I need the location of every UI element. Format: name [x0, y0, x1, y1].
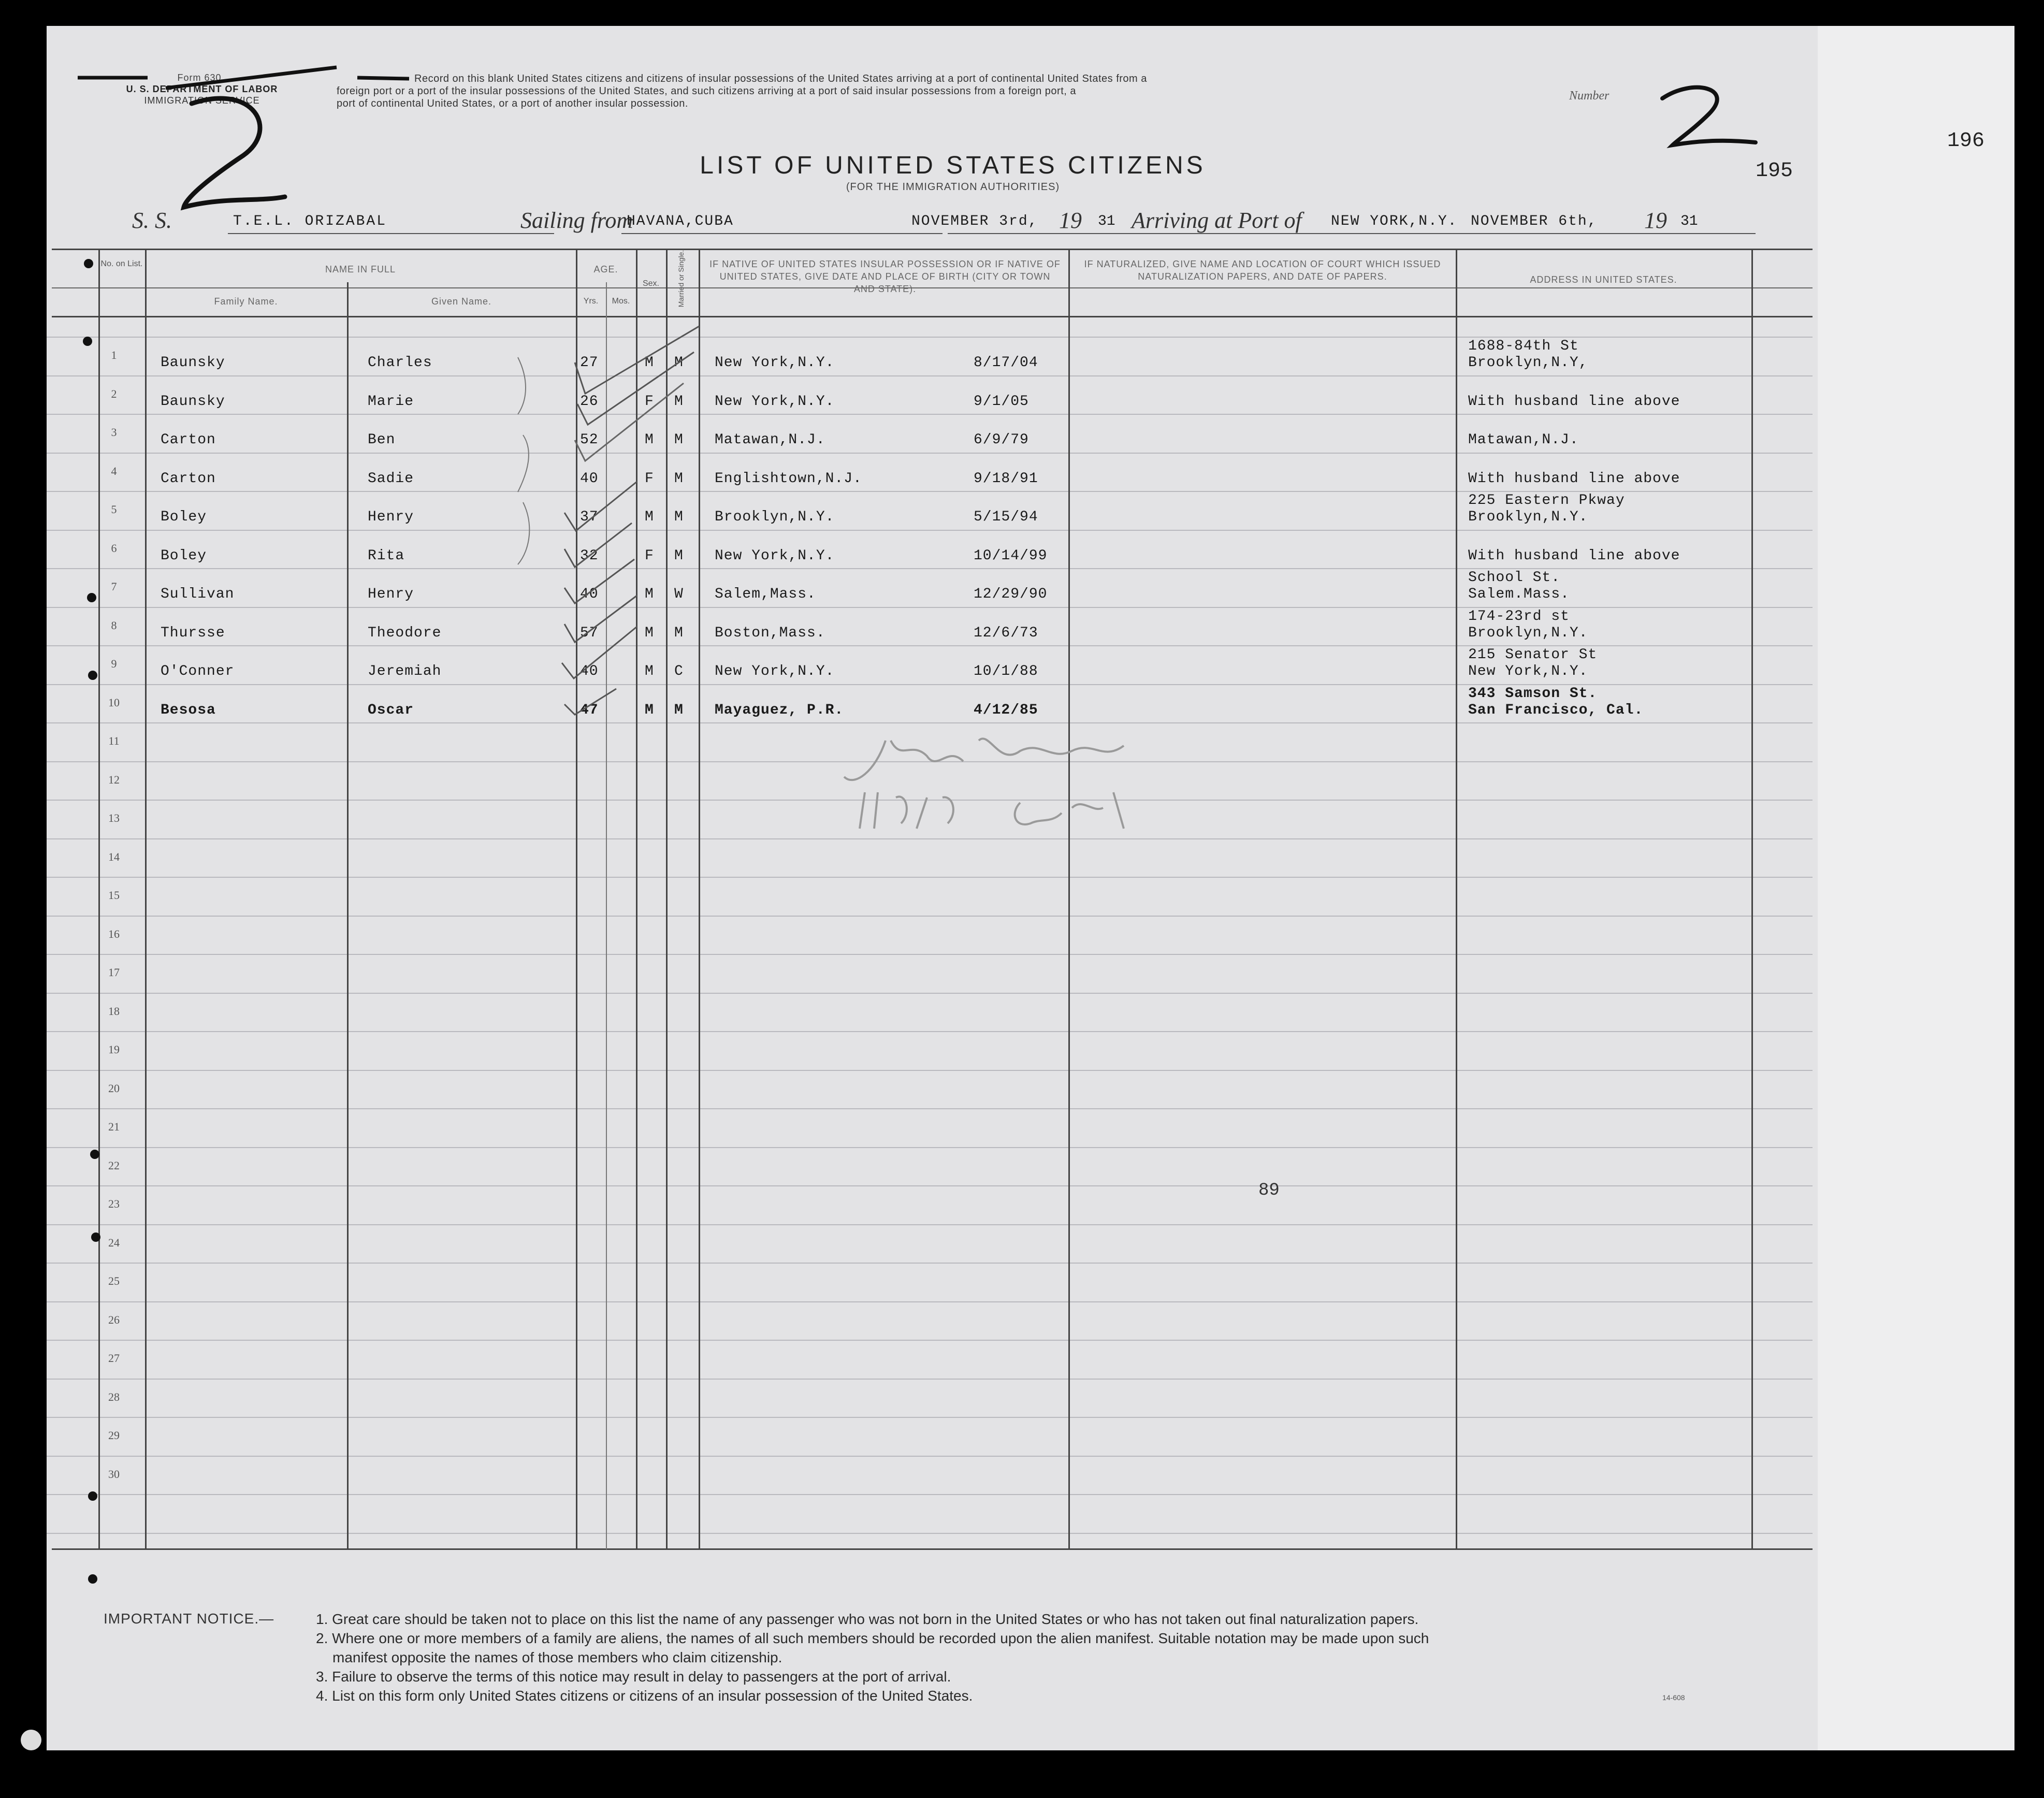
notice-heading: IMPORTANT NOTICE.— — [104, 1611, 274, 1627]
address-line-1: 1688-84th St — [1468, 338, 1579, 354]
ruled-line — [47, 1340, 1813, 1341]
table-bottom-border — [52, 1548, 1813, 1550]
age-years: 26 — [580, 393, 599, 410]
punch-hole — [88, 1491, 97, 1501]
row-number: 5 — [111, 503, 117, 516]
page-subtitle: (FOR THE IMMIGRATION AUTHORITIES) — [846, 181, 1060, 193]
given-name: Marie — [368, 393, 414, 410]
ruled-line — [47, 1031, 1813, 1032]
notice-item: manifest opposite the names of those members who claim citizenship. — [332, 1649, 782, 1665]
birth-place: Salem,Mass. — [715, 586, 816, 602]
punch-hole — [88, 1574, 97, 1584]
age-years: 37 — [580, 509, 599, 525]
age-years: 40 — [580, 470, 599, 487]
ruled-line — [47, 993, 1813, 994]
row-number: 24 — [108, 1236, 120, 1249]
ruled-line — [47, 414, 1813, 415]
col-divider — [145, 249, 147, 1549]
ruled-line — [47, 1494, 1813, 1495]
row-number: 1 — [111, 349, 117, 361]
given-name: Henry — [368, 586, 414, 602]
ruled-line — [47, 1456, 1813, 1457]
family-name: Carton — [161, 470, 216, 487]
sex: M — [645, 625, 654, 641]
row-number: 26 — [108, 1313, 120, 1326]
sex: F — [645, 470, 654, 487]
ruled-line — [47, 916, 1813, 917]
page-number: 195 — [1756, 160, 1793, 183]
row-number: 20 — [108, 1081, 120, 1095]
sex: M — [645, 663, 654, 679]
col-header-yrs: Yrs. — [583, 297, 599, 306]
sailing-label: Sailing from — [520, 208, 633, 233]
ruled-line — [47, 1417, 1813, 1418]
ruled-line — [47, 1070, 1813, 1071]
arrival-year: 31 — [1680, 213, 1698, 229]
given-name: Jeremiah — [368, 663, 442, 679]
notice-item: 2. Where one or more members of a family are aliens, the names of all such members should be recorded upon the alien manifest. Suitable notation may be made upon such — [316, 1630, 1429, 1646]
date-underline — [948, 233, 1756, 234]
table-top-border — [52, 249, 1813, 250]
family-name: Baunsky — [161, 355, 225, 371]
address-line-2: With husband line above — [1468, 547, 1680, 564]
birth-date: 4/12/85 — [974, 702, 1038, 718]
ship-underline — [228, 233, 554, 234]
row-number: 4 — [111, 464, 117, 477]
depart-year-prefix: 19 — [1059, 208, 1082, 233]
ruled-line — [47, 530, 1813, 531]
col-divider — [1456, 249, 1457, 1549]
family-name: Boley — [161, 547, 207, 564]
ruled-line — [47, 337, 1813, 338]
address-line-1: School St. — [1468, 570, 1561, 586]
address-line-1: 174-23rd st — [1468, 608, 1570, 625]
col-header-name-in-full: NAME IN FULL — [325, 264, 396, 274]
stamp-number: 89 — [1258, 1181, 1280, 1200]
instruction-line: foreign port or a port of the insular possessions of the United States, and such citizens arriving at a port of said insular possessions from a foreign port, a — [337, 85, 1076, 97]
col-header-married-or-single: Married or Single. — [677, 250, 685, 308]
row-number: 3 — [111, 426, 117, 439]
row-number: 22 — [108, 1158, 120, 1172]
ruled-line — [47, 684, 1813, 685]
given-name: Ben — [368, 432, 396, 448]
given-name: Theodore — [368, 625, 442, 641]
sex: M — [645, 586, 654, 602]
birth-date: 10/1/88 — [974, 663, 1038, 679]
address-line-2: Brooklyn,N.Y. — [1468, 625, 1588, 641]
instructions — [337, 72, 1543, 110]
manifest-sheet — [47, 26, 1818, 1750]
col-divider — [1068, 249, 1070, 1549]
birth-place: New York,N.Y. — [715, 393, 835, 410]
col-header-mos: Mos. — [612, 297, 630, 306]
row-number: 28 — [108, 1390, 120, 1403]
depart-year: 31 — [1098, 213, 1115, 229]
arrival-date: NOVEMBER 6th, — [1471, 213, 1598, 229]
given-name: Charles — [368, 355, 432, 371]
punch-hole — [91, 1232, 100, 1242]
family-name: Carton — [161, 432, 216, 448]
birth-place: New York,N.Y. — [715, 663, 835, 679]
marital-status: M — [674, 625, 684, 641]
ruled-line — [47, 877, 1813, 878]
form-code: 14-608 — [1662, 1693, 1685, 1702]
punch-hole — [90, 1150, 99, 1159]
row-number: 19 — [108, 1043, 120, 1056]
col-header-naturalized: IF NATURALIZED, GIVE NAME AND LOCATION OF COURT WHICH ISSUED NATURALIZATION PAPERS, AND DATE OF PAPERS. — [1084, 259, 1441, 282]
address-line-2: Brooklyn,N.Y. — [1468, 509, 1588, 525]
row-number: 14 — [108, 850, 120, 863]
ruled-line — [47, 1263, 1813, 1264]
marital-status: W — [674, 586, 684, 602]
family-name: Boley — [161, 509, 207, 525]
notice-item: 4. List on this form only United States citizens or citizens of an insular possession of the United States. — [316, 1688, 973, 1704]
col-header-no: No. on List. — [100, 259, 143, 268]
family-name: Thursse — [161, 625, 225, 641]
birth-place: Englishtown,N.J. — [715, 470, 862, 487]
punch-hole — [83, 337, 92, 346]
instruction-line: port of continental United States, or a port of another insular possession. — [337, 98, 688, 109]
birth-date: 8/17/04 — [974, 355, 1038, 371]
marital-status: C — [674, 663, 684, 679]
sex: M — [645, 432, 654, 448]
birth-place: Mayaguez, P.R. — [715, 702, 844, 718]
arrival-year-prefix: 19 — [1644, 208, 1667, 233]
address-line-1: 343 Samson St. — [1468, 685, 1598, 702]
row-number: 21 — [108, 1120, 120, 1133]
ruled-line — [47, 1533, 1813, 1534]
marital-status: M — [674, 432, 684, 448]
ruled-line — [47, 1185, 1813, 1186]
marital-status: M — [674, 547, 684, 564]
ruled-line — [47, 1108, 1813, 1109]
arriving-label: Arriving at Port of — [1132, 208, 1302, 233]
sex: F — [645, 547, 654, 564]
instruction-line: Record on this blank United States citizens and citizens of insular possessions of the United States arriving at a port of continental United States from a — [414, 73, 1147, 84]
given-name: Oscar — [368, 702, 414, 718]
address-line-2: New York,N.Y. — [1468, 663, 1588, 679]
birth-date: 6/9/79 — [974, 432, 1029, 448]
from-underline — [621, 233, 943, 234]
ruled-line — [47, 607, 1813, 608]
col-header-age: AGE. — [593, 264, 618, 274]
ruled-line — [47, 1379, 1813, 1380]
col-header-sex: Sex. — [642, 279, 659, 288]
marital-status: M — [674, 509, 684, 525]
address-line-2: Salem.Mass. — [1468, 586, 1570, 602]
family-name: O'Conner — [161, 663, 235, 679]
address-line-2: San Francisco, Cal. — [1468, 702, 1644, 718]
ruled-line — [47, 375, 1813, 376]
given-name: Rita — [368, 547, 405, 564]
form-label: Form 630 — [177, 72, 222, 83]
col-header-family-name: Family Name. — [214, 296, 278, 307]
address-line-2: Brooklyn,N.Y, — [1468, 355, 1588, 371]
marital-status: M — [674, 470, 684, 487]
row-number: 11 — [108, 734, 120, 747]
row-number: 10 — [108, 695, 120, 709]
sex: F — [645, 393, 654, 410]
handwritten-annotation — [813, 709, 1176, 844]
punch-hole — [84, 259, 93, 268]
age-years: 57 — [580, 625, 599, 641]
notice-item: 1. Great care should be taken not to place on this list the name of any passenger who was not born in the United States or who has not taken out final naturalization papers. — [316, 1611, 1419, 1627]
notice-list — [316, 1610, 1792, 1705]
birth-place: New York,N.Y. — [715, 547, 835, 564]
ruled-line — [47, 1224, 1813, 1225]
ruled-line — [47, 491, 1813, 492]
family-name: Baunsky — [161, 393, 225, 410]
col-header-birth: IF NATIVE OF UNITED STATES INSULAR POSSESSION OR IF NATIVE OF UNITED STATES, GIVE DATE AND PLACE OF BIRTH (CITY OR TOWN AND STATE). — [709, 259, 1061, 294]
age-years: 52 — [580, 432, 599, 448]
age-years: 27 — [580, 355, 599, 371]
birth-date: 9/18/91 — [974, 470, 1038, 487]
row-number: 16 — [108, 927, 120, 940]
service-label: IMMIGRATION SERVICE — [144, 95, 260, 106]
birth-date: 12/6/73 — [974, 625, 1038, 641]
corner-hole — [21, 1730, 41, 1750]
given-name: Sadie — [368, 470, 414, 487]
ruled-line — [47, 568, 1813, 569]
header-bottom-border — [52, 316, 1813, 317]
sex: M — [645, 702, 654, 718]
age-years: 40 — [580, 663, 599, 679]
age-years: 32 — [580, 547, 599, 564]
row-number: 13 — [108, 811, 120, 824]
ruled-line — [47, 453, 1813, 454]
adjacent-sheet — [1818, 26, 2014, 1750]
birth-date: 9/1/05 — [974, 393, 1029, 410]
handwritten-checkmarks — [513, 306, 709, 720]
sex: M — [645, 509, 654, 525]
row-number: 6 — [111, 541, 117, 555]
row-number: 17 — [108, 966, 120, 979]
row-number: 27 — [108, 1352, 120, 1365]
punch-hole — [88, 671, 97, 680]
row-number: 15 — [108, 889, 120, 902]
row-number: 8 — [111, 618, 117, 632]
number-label: Number — [1569, 89, 1610, 103]
number-handwritten — [1631, 72, 1761, 150]
depart-date: NOVEMBER 3rd, — [911, 213, 1038, 229]
col-header-address: ADDRESS IN UNITED STATES. — [1530, 274, 1677, 285]
handwritten-mark-2 — [57, 41, 419, 212]
row-number: 25 — [108, 1274, 120, 1287]
birth-date: 10/14/99 — [974, 547, 1048, 564]
ruled-line — [47, 1147, 1813, 1148]
age-years: 47 — [580, 702, 599, 718]
birth-place: New York,N.Y. — [715, 355, 835, 371]
ss-label: S. S. — [132, 208, 172, 233]
arrival-port: NEW YORK,N.Y. — [1331, 213, 1458, 229]
address-line-1: 225 Eastern Pkway — [1468, 492, 1625, 509]
row-number: 23 — [108, 1197, 120, 1210]
page-title: LIST OF UNITED STATES CITIZENS — [700, 152, 1206, 179]
sex: M — [645, 355, 654, 371]
row-number: 2 — [111, 387, 117, 400]
age-years: 40 — [580, 586, 599, 602]
address-line-2: With husband line above — [1468, 393, 1680, 410]
birth-place: Matawan,N.J. — [715, 432, 825, 448]
row-number: 30 — [108, 1467, 120, 1481]
row-number: 18 — [108, 1004, 120, 1018]
ship-name: T.E.L. ORIZABAL — [233, 213, 387, 229]
family-name: Besosa — [161, 702, 216, 718]
col-header-given-name: Given Name. — [431, 296, 492, 307]
marital-status: M — [674, 702, 684, 718]
marital-status: M — [674, 355, 684, 371]
birth-place: Brooklyn,N.Y. — [715, 509, 835, 525]
row-number: 29 — [108, 1429, 120, 1442]
notice-item: 3. Failure to observe the terms of this notice may result in delay to passengers at the port of arrival. — [316, 1669, 951, 1685]
ruled-line — [47, 645, 1813, 646]
col-divider — [347, 282, 349, 1549]
punch-hole — [87, 593, 96, 602]
address-line-2: Matawan,N.J. — [1468, 432, 1579, 448]
birth-place: Boston,Mass. — [715, 625, 825, 641]
adjacent-page-number: 196 — [1947, 129, 1985, 153]
family-name: Sullivan — [161, 586, 235, 602]
ruled-line — [47, 1301, 1813, 1302]
row-number: 9 — [111, 657, 117, 670]
birth-date: 5/15/94 — [974, 509, 1038, 525]
row-number: 7 — [111, 580, 117, 593]
ruled-line — [47, 954, 1813, 955]
birth-date: 12/29/90 — [974, 586, 1048, 602]
row-number: 12 — [108, 773, 120, 786]
address-line-2: With husband line above — [1468, 470, 1680, 487]
address-line-1: 215 Senator St — [1468, 647, 1598, 663]
col-divider — [1751, 249, 1753, 1549]
given-name: Henry — [368, 509, 414, 525]
department-label: U. S. DEPARTMENT OF LABOR — [126, 84, 278, 94]
marital-status: M — [674, 393, 684, 410]
sailing-from: HAVANA,CUBA — [627, 213, 734, 229]
